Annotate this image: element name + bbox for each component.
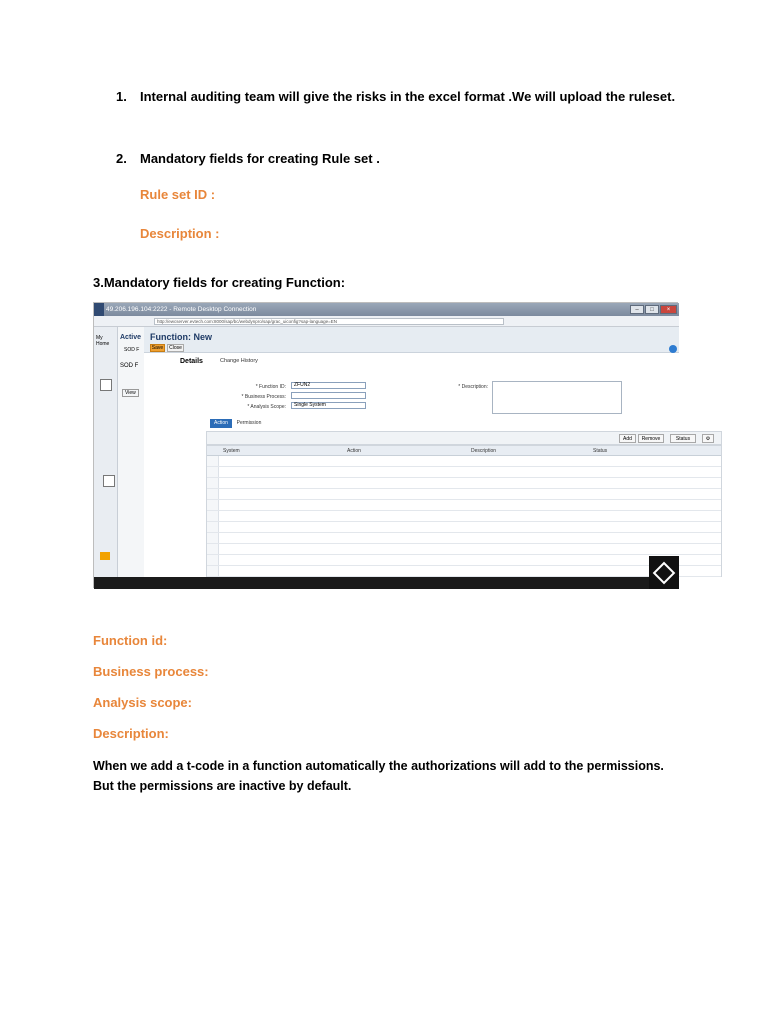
url-field[interactable]: http://ewcserver.evtech.com:8000/sap/bc/webdynpro/sap/grac_uiconfig?sap-language=EN xyxy=(154,318,504,325)
business-process-label: * Business Process: xyxy=(241,394,286,400)
list-item-1 xyxy=(116,89,675,104)
business-process-field[interactable] xyxy=(291,392,366,399)
maximize-icon[interactable]: □ xyxy=(645,305,659,314)
analysis-scope-heading: Analysis scope: xyxy=(93,695,192,710)
subtab-action[interactable]: Action xyxy=(210,419,232,428)
list-number: 1. xyxy=(116,89,127,104)
col-status[interactable]: Status xyxy=(593,448,608,454)
table-row[interactable] xyxy=(207,533,721,544)
status-bar xyxy=(94,577,679,589)
function-heading: 3.Mandatory fields for creating Function: xyxy=(93,275,346,290)
action-toolbar xyxy=(206,431,722,445)
analysis-scope-select[interactable]: Single System xyxy=(291,402,366,409)
table-row[interactable] xyxy=(207,478,721,489)
grid-icon[interactable] xyxy=(100,379,112,391)
ruleset-id-label: Rule set ID : xyxy=(140,187,216,202)
list-item-2 xyxy=(116,151,380,166)
sod-label-1[interactable]: SOD F xyxy=(124,347,140,353)
table-row[interactable] xyxy=(207,467,721,478)
page-title: Function: New xyxy=(150,332,212,342)
sod-label-2[interactable]: SOD F xyxy=(120,363,139,369)
tab-change-history[interactable]: Change History xyxy=(220,358,258,364)
table-row[interactable] xyxy=(207,489,721,500)
ruleset-description-label: Description : xyxy=(140,226,220,241)
col-system[interactable]: System xyxy=(223,448,240,454)
function-id-field[interactable]: ZFUN2 xyxy=(291,382,366,389)
document-icon[interactable] xyxy=(103,475,115,487)
description-heading: Description: xyxy=(93,726,169,741)
sap-logo-icon xyxy=(94,303,104,316)
org-chart-icon[interactable] xyxy=(100,552,110,560)
function-panel xyxy=(144,327,711,577)
action-table xyxy=(206,445,722,577)
table-header xyxy=(207,446,721,456)
nav-home[interactable]: My Home xyxy=(96,335,110,347)
close-icon[interactable]: × xyxy=(660,305,677,314)
description-label: * Description: xyxy=(458,384,488,390)
add-button[interactable]: Add xyxy=(619,434,636,443)
close-button[interactable]: Close xyxy=(167,344,184,352)
remove-button[interactable]: Remove xyxy=(638,434,664,443)
table-row[interactable] xyxy=(207,500,721,511)
col-description[interactable]: Description xyxy=(471,448,497,454)
remote-desktop-titlebar xyxy=(94,303,679,316)
table-row[interactable] xyxy=(207,522,721,533)
col-action[interactable]: Action xyxy=(347,448,361,454)
list-text: Mandatory fields for creating Rule set . xyxy=(140,151,380,166)
list-text: Internal auditing team will give the risks in the excel format .We will upload the ruleset. xyxy=(140,89,676,104)
help-icon[interactable] xyxy=(669,345,677,353)
embedded-screenshot xyxy=(93,302,711,588)
save-button[interactable]: Save xyxy=(151,345,164,351)
description-textarea[interactable] xyxy=(492,381,622,414)
table-row[interactable] xyxy=(207,511,721,522)
table-row[interactable] xyxy=(207,456,721,467)
list-number: 2. xyxy=(116,151,127,166)
function-id-heading: Function id: xyxy=(93,633,168,648)
minimize-icon[interactable]: – xyxy=(630,305,644,314)
table-row[interactable] xyxy=(207,544,721,555)
view-dropdown[interactable]: View xyxy=(122,389,139,397)
explanation-paragraph: When we add a t-code in a function automatically the authorizations will add to the permissions. But the permissions are inactive by default. xyxy=(93,759,664,793)
watermark-logo-icon xyxy=(649,556,679,589)
function-header xyxy=(144,327,679,353)
business-process-heading: Business process: xyxy=(93,664,209,679)
active-label: Active xyxy=(120,334,142,341)
address-bar xyxy=(94,316,679,327)
tab-details[interactable]: Details xyxy=(180,358,203,365)
subtab-permission[interactable]: Permission xyxy=(236,420,262,426)
sap-nav-column xyxy=(94,327,118,577)
table-row[interactable] xyxy=(207,555,721,566)
analysis-scope-label: * Analysis Scope: xyxy=(247,404,286,410)
table-row[interactable] xyxy=(207,566,721,577)
function-id-label: * Function ID: xyxy=(255,384,286,390)
status-button[interactable]: Status xyxy=(670,434,696,443)
window-title: 49.206.196.104:2222 - Remote Desktop Connection xyxy=(106,306,257,313)
settings-icon[interactable]: ⚙ xyxy=(702,434,714,443)
